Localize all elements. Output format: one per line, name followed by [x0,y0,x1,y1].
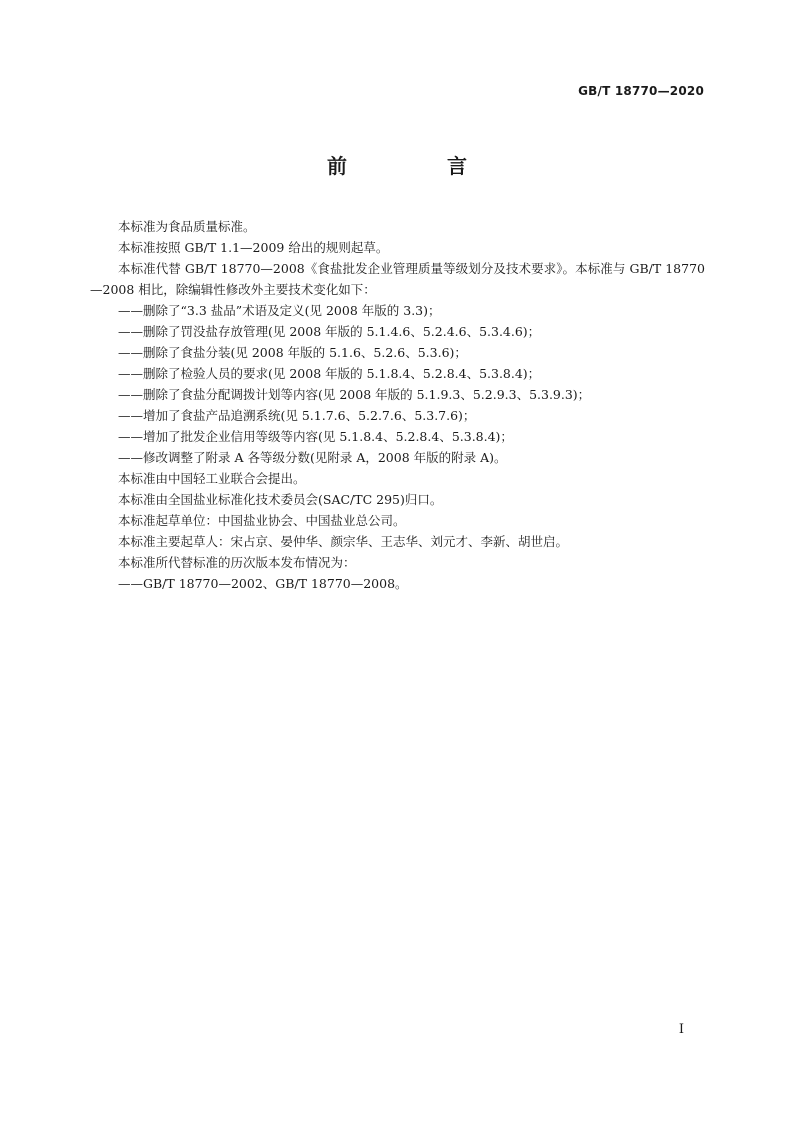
list-item: ——删除了“3.3 盐品”术语及定义(见 2008 年版的 3.3)； [118,303,441,318]
paragraph: 本标准由中国轻工业联合会提出。 [118,471,306,486]
paragraph: 本标准主要起草人：宋占京、晏仲华、颜宗华、王志华、刘元才、李新、胡世启。 [118,534,569,549]
list-item: ——删除了检验人员的要求(见 2008 年版的 5.1.8.4、5.2.8.4、5.3.8.4)； [118,366,541,381]
list-item: ——删除了食盐分配调拨计划等内容(见 2008 年版的 5.1.9.3、5.2.9.3、5.3.9.3)； [118,387,591,402]
standard-code: GB/T 18770—2020 [578,84,704,98]
list-item: ——增加了批发企业信用等级等内容(见 5.1.8.4、5.2.8.4、5.3.8.4)； [118,429,513,444]
paragraph: 本标准按照 GB/T 1.1—2009 给出的规则起草。 [118,240,389,255]
paragraph: 本标准代替 GB/T 18770—2008《食盐批发企业管理质量等级划分及技术要求》。本标准与 GB/T 18770—2008 相比，除编辑性修改外主要技术变化如下： [90,261,705,297]
paragraph: 本标准起草单位：中国盐业协会、中国盐业总公司。 [118,513,406,528]
foreword-body [90,216,705,594]
list-item: ——GB/T 18770—2002、GB/T 18770—2008。 [118,576,408,591]
page-number: I [678,1022,684,1037]
list-item: ——增加了食盐产品追溯系统(见 5.1.7.6、5.2.7.6、5.3.7.6)； [118,408,476,423]
list-item: ——删除了食盐分装(见 2008 年版的 5.1.6、5.2.6、5.3.6)； [118,345,467,360]
paragraph: 本标准为食品质量标准。 [118,219,256,234]
page-title: 前 言 [327,154,507,178]
list-item: ——删除了罚没盐存放管理(见 2008 年版的 5.1.4.6、5.2.4.6、5.3.4.6)； [118,324,541,339]
paragraph: 本标准所代替标准的历次版本发布情况为： [118,555,356,570]
list-item: ——修改调整了附录 A 各等级分数(见附录 A，2008 年版的附录 A)。 [118,450,507,465]
paragraph: 本标准由全国盐业标准化技术委员会(SAC/TC 295)归口。 [118,492,443,507]
